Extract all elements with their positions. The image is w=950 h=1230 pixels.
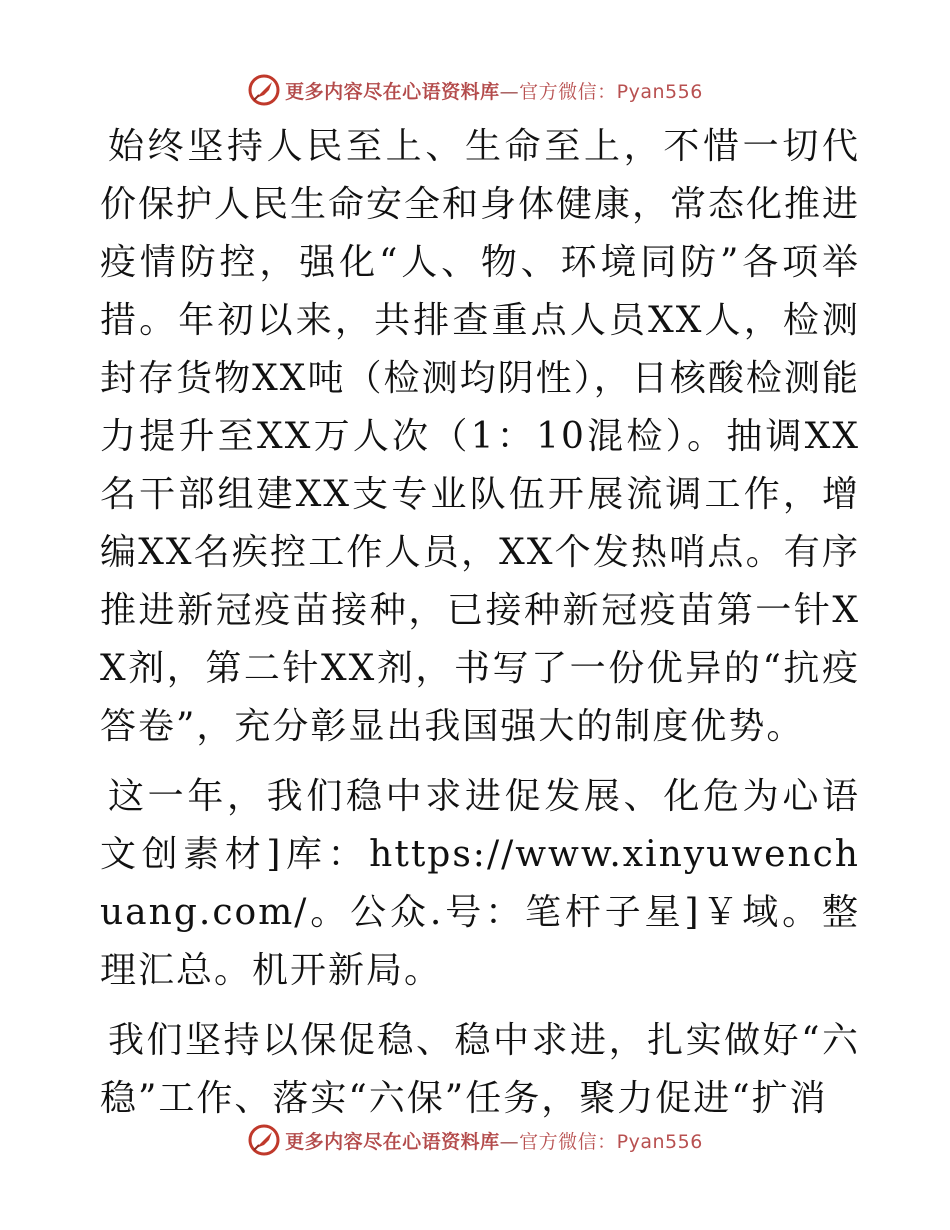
paragraph-3: 我们坚持以保促稳、稳中求进，扎实做好“六稳”工作、落实“六保”任务，聚力促进“扩消 — [100, 1020, 860, 1119]
banner-text — [285, 77, 703, 104]
header-banner — [0, 70, 950, 110]
banner-text — [285, 1127, 703, 1154]
banner-contact-text: 官方微信：Pyan556 — [519, 1130, 703, 1153]
banner-contact-text: 官方微信：Pyan556 — [519, 80, 703, 103]
paragraph-1: 始终坚持人民至上、生命至上，不惜一切代价保护人民生命安全和身体健康，常态化推进疫情防控，强化“人、物、环境同防”各项举措。年初以来，共排查重点人员XX人，检测封存货物XX吨（检测均阴性），日核酸检测能力提升至XX万人次（1：10混检）。抽调XX名干部组建XX支专业队伍开展流调工作，增编XX名疾控工作人员，XX个发热哨点。有序推进新冠疫苗接种，已接种新冠疫苗第一针XX剂，第二针XX剂，书写了一份优异的“抗疫答卷”，充分彰显出我国强大的制度优势。 — [100, 126, 861, 747]
footer-banner — [0, 1120, 950, 1160]
banner-dash: — — [499, 80, 520, 103]
banner-dash: — — [499, 1130, 520, 1153]
banner-site-text: 更多内容尽在心语资料库 — [285, 1130, 500, 1153]
paragraph-2: 这一年，我们稳中求进促发展、化危为心语文创素材]库：https://www.xinyuwenchuang.com/。公众.号：笔杆子星]￥域。整理汇总。机开新局。 — [100, 776, 860, 991]
quill-logo-icon — [247, 73, 281, 107]
quill-logo-icon — [247, 1123, 281, 1157]
banner-site-text: 更多内容尽在心语资料库 — [285, 80, 500, 103]
document-body — [100, 118, 860, 1128]
